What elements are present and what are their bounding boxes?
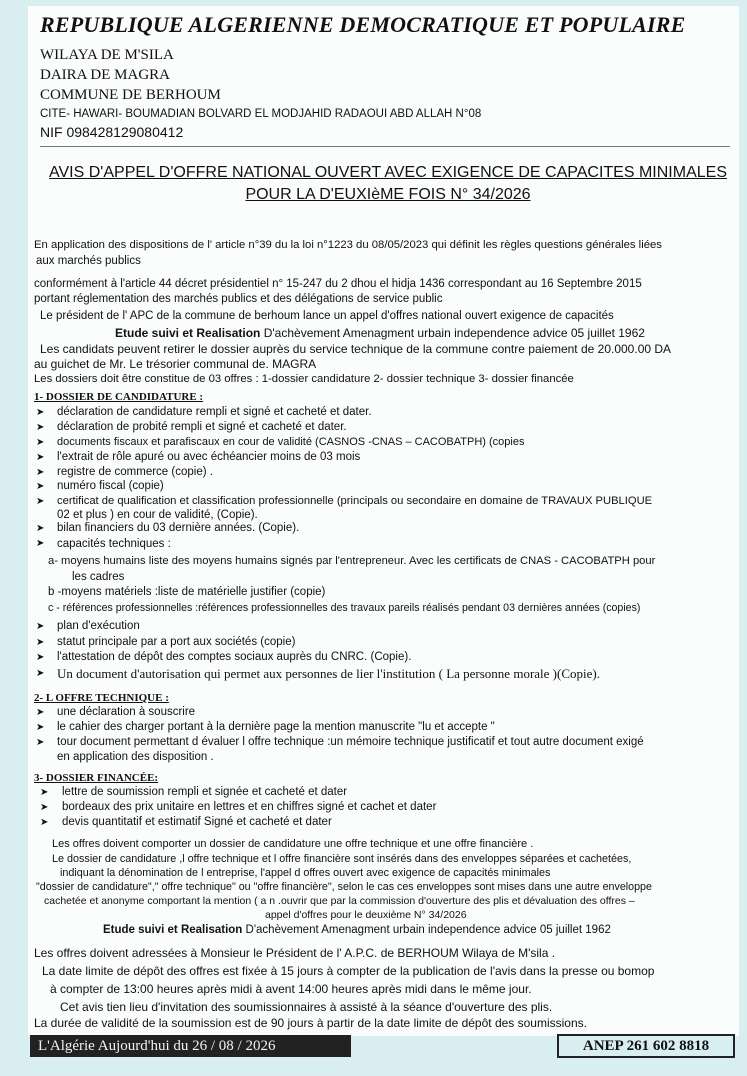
s3-item-1: lettre de soumission rempli et signée et cacheté et dater: [62, 786, 348, 798]
closing-1: Les offres doivent comporter un dossier de candidature une offre technique et une offre financière .: [52, 838, 534, 850]
intro-p1b: aux marchés publics: [36, 255, 141, 267]
arrow-bullet-icon: ➤: [36, 452, 45, 463]
s1-item-1: déclaration de candidature rempli et signé et cacheté et dater.: [57, 406, 372, 418]
arrow-bullet-icon: ➤: [36, 496, 45, 507]
closing-5: cachetée et anonyme comportant la mention ( a n .ouvrir que par la commission d'ouverture des plis et dévaluation des offres –: [44, 895, 635, 907]
closing-6: appel d'offres pour le deuxième N° 34/2026: [265, 909, 467, 921]
section2-title: 2- L OFFRE TECHNIQUE :: [34, 692, 169, 704]
intro-p5: Les dossiers doit être constitue de 03 offres : 1-dossier candidature 2- dossier technique 3- dossier financée: [34, 373, 574, 385]
s1-item-4: l'extrait de rôle apuré ou avec échéancier moins de 03 mois: [57, 451, 361, 463]
address-line: CITE- HAWARI- BOUMADIAN BOLVARD EL MODJAHID RADAOUI ABD ALLAH N°08: [40, 108, 482, 120]
nif-line: NIF 098428129080412: [40, 124, 184, 140]
section3-title: 3- DOSSIER FINANCÉE:: [34, 772, 159, 784]
s1-item-11: statut principale par a port aux sociétés (copie): [57, 636, 296, 648]
arrow-bullet-icon: ➤: [40, 817, 49, 828]
s1-item-12: l'attestation de dépôt des comptes sociaux auprès du CNRC. (Copie).: [57, 651, 412, 663]
arrow-bullet-icon: ➤: [36, 481, 45, 492]
s2-item-1: une déclaration à souscrire: [57, 706, 196, 718]
arrow-bullet-icon: ➤: [36, 668, 45, 679]
arrow-bullet-icon: ➤: [36, 621, 45, 632]
intro-p4a: Les candidats peuvent retirer le dossier auprès du service technique de la commune contre paiement de 20.000.00 DA: [40, 342, 672, 356]
republic-title: REPUBLIQUE ALGERIENNE DEMOCRATIQUE ET POPULAIRE: [40, 12, 686, 37]
s1-sub-a2: les cadres: [72, 571, 125, 583]
s3-item-3: devis quantitatif et estimatif Signé et cacheté et dater: [62, 816, 332, 828]
notice-title-line2: POUR LA D'EUXIèME FOIS N° 34/2026: [245, 186, 531, 203]
arrow-bullet-icon: ➤: [36, 467, 45, 478]
intro-etude-rest: D'achèvement Amenagment urbain independence advice 05 juillet 1962: [260, 326, 645, 340]
arrow-bullet-icon: ➤: [36, 637, 45, 648]
arrow-bullet-icon: ➤: [36, 422, 45, 433]
arrow-bullet-icon: ➤: [36, 737, 45, 748]
commune-line: COMMUNE DE BERHOUM: [40, 87, 221, 103]
closing-8b: à compter de 13:00 heures après midi à avent 14:00 heures après midi dans le même jour.: [50, 982, 532, 996]
s1-item-7b: 02 et plus ) en cour de validité, (Copie).: [57, 509, 258, 521]
arrow-bullet-icon: ➤: [36, 722, 45, 733]
closing-8a: La date limite de dépôt des offres est fixée à 15 jours à compter de la publication de l'avis dans la presse ou bomop: [42, 964, 655, 978]
s3-item-2: bordeaux des prix unitaire en lettres et en chiffres signé et cachet et dater: [62, 801, 437, 813]
s1-sub-b: b -moyens matériels :liste de matérielle justifier (copie): [48, 586, 326, 598]
s2-item-2: le cahier des charger portant à la dernière page la mention manuscrite "lu et accepte ": [57, 721, 495, 733]
closing-etude-bold: Etude suivi et Realisation: [103, 924, 243, 936]
s1-item-2: déclaration de probité rempli et signé et cacheté et dater.: [57, 421, 347, 433]
s1-item-6: numéro fiscal (copie): [57, 480, 164, 492]
arrow-bullet-icon: ➤: [36, 407, 45, 418]
s1-item-3: documents fiscaux et parafiscaux en cour de validité (CASNOS -CNAS – CACOBATPH) (copies: [57, 436, 525, 448]
s1-item-7: certificat de qualification et classification professionnelle (principals ou secondaire en domaine de TRAVAUX PUBLIQUE: [57, 495, 653, 507]
newspaper-banner: L'Algérie Aujourd'hui du 26 / 08 / 2026: [30, 1035, 351, 1057]
arrow-bullet-icon: ➤: [36, 707, 45, 718]
closing-10: La durée de validité de la soumission est de 90 jours à partir de la date limite de dépôt des soumissions.: [34, 1016, 587, 1030]
section1-title: 1- DOSSIER DE CANDIDATURE :: [34, 391, 204, 403]
s2-item-3: tour document permettant d évaluer l offre technique :un mémoire technique justificatif et tout autre document exigé: [57, 736, 644, 748]
s1-item-10: plan d'exécution: [57, 620, 140, 632]
arrow-bullet-icon: ➤: [36, 538, 45, 549]
intro-etude-bold: Etude suivi et Realisation: [115, 326, 261, 340]
closing-2: Le dossier de candidature ,l offre technique et l offre financière sont insérés dans des enveloppes séparées et cachetées,: [52, 853, 632, 865]
closing-7: Les offres doivent adressées à Monsieur le Président de l' A.P.C. de BERHOUM Wilaya de M'sila .: [34, 946, 556, 960]
arrow-bullet-icon: ➤: [36, 437, 45, 448]
intro-p2a: conformément à l'article 44 décret présidentiel n° 15-247 du 2 dhou el hidja 1436 correspondant au 16 Septembre 2015: [34, 278, 642, 290]
s2-item-3b: en application des disposition .: [57, 751, 214, 763]
s1-item-5: registre de commerce (copie) .: [57, 466, 213, 478]
s1-sub-c: c - références professionnelles :références professionnelles des travaux pareils réalisés pendant 03 dernières années (copies): [48, 602, 641, 614]
closing-etude: [103, 924, 611, 936]
s1-sub-a: a- moyens humains liste des moyens humains signés par l'entrepreneur. Avec les certificats de CNAS - CACOBATPH pour: [48, 555, 656, 567]
anep-reference: ANEP 261 602 8818: [557, 1034, 735, 1058]
s1-item-9: capacités techniques :: [57, 538, 171, 550]
intro-p3: Le président de l' APC de la commune de berhoum lance un appel d'offres national ouvert exigence de capacités: [40, 310, 614, 322]
closing-9: Cet avis tien lieu d'invitation des soumissionnaires à assisté à la séance d'ouverture des plis.: [60, 1000, 553, 1014]
intro-etude: [115, 326, 645, 340]
s1-item-13: Un document d'autorisation qui permet aux personnes de lier l'institution ( La personne morale )(Copie).: [57, 666, 600, 681]
intro-p1a: En application des dispositions de l' article n°39 du la loi n°1223 du 08/05/2023 qui définit les règles questions générales liées: [34, 239, 662, 251]
intro-p2b: portant réglementation des marchés publics et des délégations de service public: [34, 293, 443, 305]
arrow-bullet-icon: ➤: [40, 802, 49, 813]
notice-title-line1: AVIS D'APPEL D'OFFRE NATIONAL OUVERT AVEC EXIGENCE DE CAPACITES MINIMALES: [49, 164, 727, 181]
arrow-bullet-icon: ➤: [40, 787, 49, 798]
closing-etude-rest: D'achèvement Amenagment urbain independence advice 05 juillet 1962: [242, 924, 611, 936]
closing-4: "dossier de candidature"," offre technique" ou "offre financière", selon le cas ces enveloppes sont mises dans une autre enveloppe: [36, 881, 652, 893]
arrow-bullet-icon: ➤: [36, 652, 45, 663]
closing-3: indiquant la dénomination de l entreprise, l'appel d offres ouvert avec exigence de capacités minimales: [60, 867, 551, 879]
s1-item-8: bilan financiers du 03 dernière années. (Copie).: [57, 522, 300, 534]
daira-line: DAIRA DE MAGRA: [40, 67, 171, 83]
arrow-bullet-icon: ➤: [36, 523, 45, 534]
header-divider: [40, 146, 730, 147]
wilaya-line: WILAYA DE M'SILA: [40, 47, 174, 63]
intro-p4b: au guichet de Mr. Le trésorier communal de. MAGRA: [34, 357, 317, 371]
